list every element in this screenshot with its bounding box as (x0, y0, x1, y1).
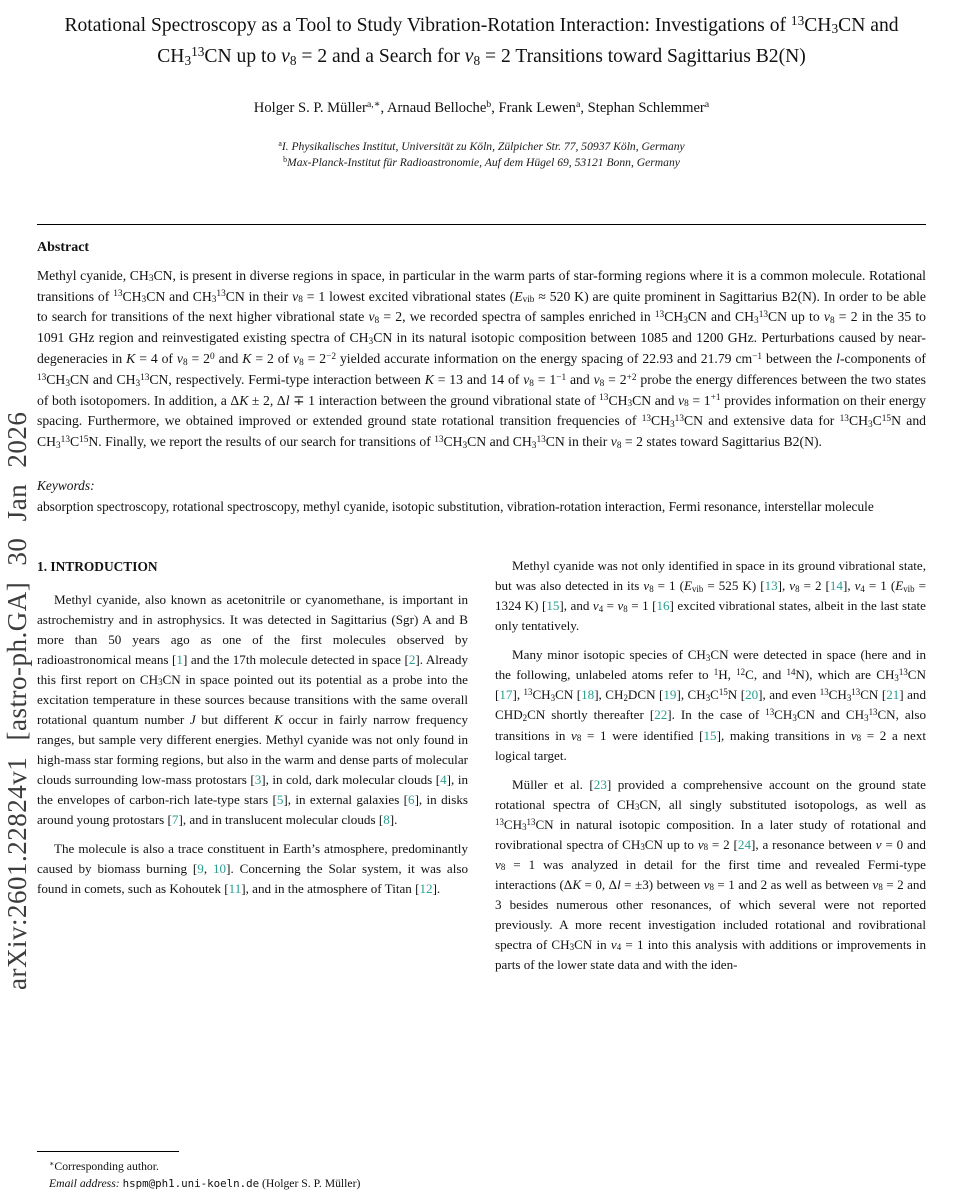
citation-link[interactable]: 3 (254, 772, 262, 788)
two-column-body (37, 556, 926, 984)
citation-link[interactable]: 13 (764, 578, 778, 594)
citation-link[interactable]: 23 (593, 776, 607, 792)
citation-link[interactable]: 19 (663, 687, 677, 703)
abstract-text: Methyl cyanide, $CH_3CN$, is present in diverse regions in space, in particular in the warm parts of star-forming regions where it is a common molecule. Rotational transitions of $^{13}CH_3CN$ and $CH_3^{13}CN$ in their $v_8 = 1$ lowest excited vibrational states ($E_{vib} \approx 520$ K) are quite prominent in Sagittarius B2(N). In order to be able to search for transitions of the next higher vibrational state $v_8 = 2$, we recorded spectra of samples enriched in $^{13}CH_3CN$ and $CH_3^{13}CN$ up to $v_8 = 2$ in the 35 to 1091 GHz region and reinvestigated existing spectra of $CH_3CN$ in its natural isotopic composition between 1085 and 1200 GHz. Perturbations caused by near-degeneracies in K = 4 of $v_8 = 2^0$ and K = 2 of $v_8 = 2^{-2}$ yielded accurate information on the energy spacing of 22.93 and 21.79 $cm^{-1}$ between the l-components of $^{13}CH_3CN$ and $CH_3^{13}CN$, respectively. Fermi-type interaction between K = 13 and 14 of $v_8 = 1^{-1}$ and $v_8 = 2^{+2}$ probe the energy differences between the two states of both isotopomers. In addition, a ΔK ± 2, Δl ∓ 1 interaction between the ground vibrational state of $^{13}CH_3CN$ and $v_8 = 1^{+1}$ provides information on their energy spacing. Furthermore, we obtained improved or extended ground state rotational transition frequencies of $^{13}CH_3^{13}CN$ and extensive data for $^{13}CH_3C^{15}N$ and $CH_3^{13}C^{15}N$. Finally, we report the results of our search for transitions of $^{13}CH_3CN$ and $CH_3^{13}CN$ in their $v_8 = 2$ states toward Sagittarius B2(N). (37, 267, 927, 451)
citation-link[interactable]: 7 (171, 812, 179, 828)
affiliation-b: $^b$Max-Planck-Institut für Radioastronomie, Auf dem Hügel 69, 53121 Bonn, Germany (283, 155, 680, 169)
email-link[interactable]: hspm@ph1.uni-koeln.de (122, 1177, 260, 1191)
citation-link[interactable]: 17 (499, 687, 513, 703)
intro-paragraph-5: Müller et al. [23] provided a comprehensive account on the ground state rotational spectra of $CH_3CN$, all singly substituted isotopologs, as well as $^{13}CH_3^{13}CN$ in natural isotopic composition. In a later study of rotational and rovibrational spectra of $CH_3CN$ up to $v_8 = 2$ [24], a resonance between v = 0 and $v_8 = 1$ was analyzed in detail for the first time and revealed Fermi-type interactions (ΔK = 0, Δl = ±3) between $v_8 = 1$ and 2 as well as between $v_8 = 2$ and 3 besides numerous other resonances, of which several were not reported previously. A more recent investigation included rotational and rovibrational spectra of $CH_3CN$ in $v_4 = 1$ into this analysis with additions or improvements in parts of the lower state data and with the iden- (495, 776, 926, 972)
paper-title: Rotational Spectroscopy as a Tool to Study Vibration-Rotation Interaction: Investigations of $^{13}CH_3CN$ and $CH_3^{13}CN$ up to $v_8 = 2$ and a Search for $v_8 = 2$ Transitions toward Sagittarius B2(N) (64, 13, 899, 68)
arxiv-stamp: arXiv:2601.22824v1 [astro-ph.GA] 30 Jan 2026 (2, 411, 32, 990)
citation-link[interactable]: 20 (745, 687, 759, 703)
citation-link[interactable]: 9 (197, 861, 204, 877)
right-column (495, 556, 926, 984)
footnote-rule (37, 1151, 179, 1152)
abstract-top-rule (37, 224, 926, 225)
keywords-text: absorption spectroscopy, rotational spectroscopy, methyl cyanide, isotopic substitution, vibration-rotation interaction, Fermi resonance, interstellar molecule (37, 499, 874, 515)
intro-paragraph-2: The molecule is also a trace constituent in Earth’s atmosphere, predominantly caused by biomass burning [9, 10]. Concerning the Solar system, it was also found in comets, such as Kohoutek [11], and in the atmosphere of Titan [12]. (37, 841, 469, 897)
section-1-heading: 1. INTRODUCTION (37, 559, 158, 575)
footnote (37, 1151, 481, 1193)
citation-link[interactable]: 18 (581, 687, 595, 703)
citation-link[interactable]: 11 (228, 881, 242, 897)
left-column (37, 556, 468, 984)
citation-link[interactable]: 15 (703, 727, 717, 743)
abstract-heading: Abstract (37, 239, 90, 255)
citation-link[interactable]: 1 (176, 651, 183, 667)
citation-link[interactable]: 8 (383, 812, 390, 828)
author-list: Holger S. P. Müller$^{a,∗}$, Arnaud Belloche$^b$, Frank Lewen$^a$, Stephan Schlemmer$^a$ (253, 99, 710, 116)
intro-paragraph-3: Methyl cyanide was not only identified in space in its ground vibrational state, but was also detected in its $v_8 = 1$ ($E_{vib} = 525$ K) [13], $v_8 = 2$ [14], $v_4 = 1$ ($E_{vib} = 1324$ K) [15], and $v_4 = v_8 = 1$ [16] excited vibrational states, albeit in the last state only tentatively. (495, 558, 926, 634)
citation-link[interactable]: 15 (546, 598, 560, 614)
citation-link[interactable]: 21 (886, 687, 900, 703)
citation-link[interactable]: 16 (656, 598, 670, 614)
citation-link[interactable]: 6 (408, 792, 415, 808)
citation-link[interactable]: 5 (276, 792, 284, 808)
email-note: Email address: hspm@ph1.uni-koeln.de (Holger S. P. Müller) (49, 1177, 361, 1191)
citation-link[interactable]: 10 (213, 861, 227, 877)
keywords-label: Keywords: (37, 478, 95, 494)
citation-link[interactable]: 24 (737, 836, 751, 852)
corresponding-author-note: ∗Corresponding author. (49, 1159, 159, 1173)
affiliation-a: $^a$I. Physikalisches Institut, Universität zu Köln, Zülpicher Str. 77, 50937 Köln, Germany (278, 139, 685, 153)
intro-paragraph-1: Methyl cyanide, also known as acetonitrile or cyanomethane, is important in astrochemistry and in astrophysics. It was detected in Sagittarius (Sgr) A and B more than 50 years ago as one of the first molecules observed by radioastronomical means [1] and the 17th molecule detected in space [2]. Already this first report on $CH_3CN$ in space pointed out its potential as a probe into the excitation temperature in these sources because transitions with the same overall rotational quantum number J but different K occur in fairly narrow frequency ranges, but sample very different energies. Methyl cyanide was not only found in high-mass star forming regions, but also in the warm and dense parts of molecular clouds surrounding low-mass protostars [3], in cold, dark molecular clouds [4], in the envelopes of carbon-rich late-type stars [5], in external galaxies [6], in disks around young protostars [7], and in translucent molecular clouds [8]. (37, 591, 469, 828)
citation-link[interactable]: 4 (440, 772, 447, 788)
citation-link[interactable]: 14 (829, 578, 843, 594)
citation-link[interactable]: 2 (408, 651, 416, 667)
intro-paragraph-4: Many minor isotopic species of $CH_3CN$ were detected in space (here and in the following, unlabeled atoms refer to $^1$H, $^{12}$C, and $^{14}$N), which are $CH_3^{13}CN$ [17], $^{13}CH_3CN$ [18], $CH_2DCN$ [19], $CH_3C^{15}N$ [20], and even $^{13}CH_3^{13}CN$ [21] and $CHD_2CN$ shortly thereafter [22]. In the case of $^{13}CH_3CN$ and $CH_3^{13}CN$, also transitions in $v_8 = 1$ were identified [15], making transitions in $v_8 = 2$ a next logical target. (495, 647, 927, 763)
citation-link[interactable]: 12 (419, 881, 433, 897)
citation-link[interactable]: 22 (654, 707, 668, 723)
